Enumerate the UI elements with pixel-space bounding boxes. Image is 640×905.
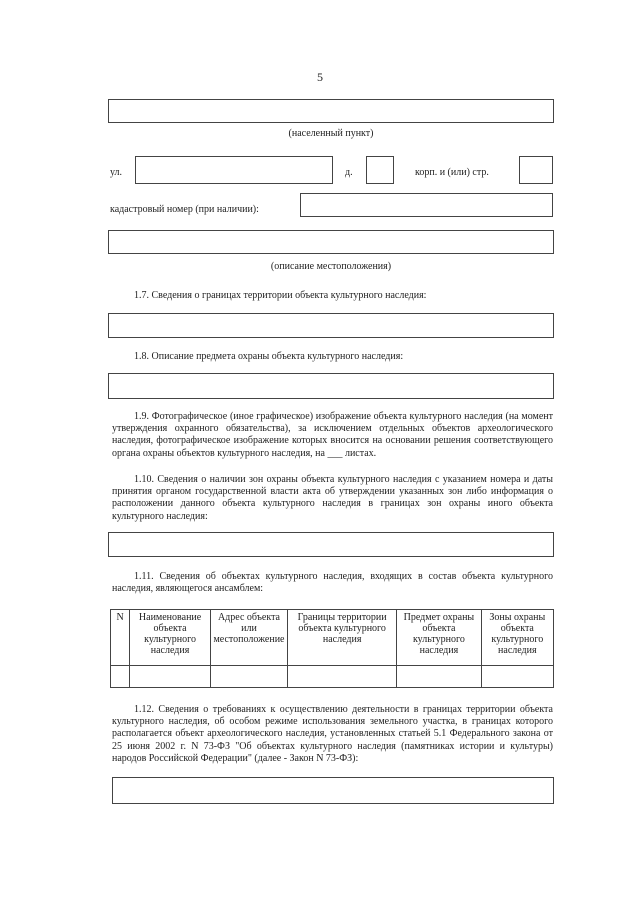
- page-number: 5: [317, 70, 323, 84]
- location-field[interactable]: [108, 230, 554, 254]
- section-1-10-field[interactable]: [108, 532, 554, 557]
- section-1-11-text: 1.11. Сведения об объектах культурного наследия, входящих в состав объекта культурного наследия, являющегося ансамблем:: [112, 571, 553, 595]
- table-cell[interactable]: [288, 666, 397, 688]
- section-1-7-title: 1.7. Сведения о границах территории объекта культурного наследия:: [134, 290, 427, 301]
- location-caption: (описание местоположения): [270, 261, 392, 272]
- table-cell[interactable]: [397, 666, 482, 688]
- table-row: [111, 666, 554, 688]
- table-header-row: [111, 610, 554, 666]
- house-field[interactable]: [366, 156, 394, 184]
- section-1-8-title: 1.8. Описание предмета охраны объекта культурного наследия:: [134, 351, 404, 362]
- ensemble-table: [110, 609, 554, 688]
- section-1-12-text: 1.12. Сведения о требованиях к осуществлению деятельности в границах территории объекта культурного наследия, об особом режиме использования земельного участка, в границах которого располагается объект археологического наследия, установленных статьей 5.1 Федерального закона от 25 июня 2002 г. N 73-ФЗ "Об объектах культурного наследия (памятниках истории и культуры) народов Российской Федерации" (далее - Закон N 73-ФЗ):: [112, 704, 553, 764]
- table-cell[interactable]: [111, 666, 130, 688]
- table-cell[interactable]: [210, 666, 287, 688]
- section-1-7-field[interactable]: [108, 313, 554, 338]
- table-cell[interactable]: [130, 666, 210, 688]
- cadastral-label: кадастровый номер (при наличии):: [110, 204, 259, 215]
- settlement-field[interactable]: [108, 99, 554, 123]
- section-1-10-text: 1.10. Сведения о наличии зон охраны объекта культурного наследия с указанием номера и даты принятия органом государственной власти акта об утверждении указанных зон либо информация о расположении данного объекта культурного наследия в границах зон охраны иного объекта культурного наследия:: [112, 474, 553, 522]
- table-header-protection-subject: Предмет охраны объекта культурного наследия: [397, 610, 482, 666]
- house-label: д.: [345, 167, 353, 178]
- table-header-n: N: [111, 610, 130, 666]
- section-1-12-field[interactable]: [112, 777, 554, 804]
- street-field[interactable]: [135, 156, 333, 184]
- settlement-caption: (населенный пункт): [288, 128, 374, 139]
- table-header-address: Адрес объекта или местоположение: [210, 610, 287, 666]
- building-label: корп. и (или) стр.: [415, 167, 489, 178]
- street-label: ул.: [110, 167, 123, 178]
- table-header-boundaries: Границы территории объекта культурного наследия: [288, 610, 397, 666]
- section-1-8-field[interactable]: [108, 373, 554, 399]
- building-field[interactable]: [519, 156, 553, 184]
- table-cell[interactable]: [481, 666, 553, 688]
- cadastral-field[interactable]: [300, 193, 553, 217]
- table-header-protection-zones: Зоны охраны объекта культурного наследия: [481, 610, 553, 666]
- section-1-9-text: 1.9. Фотографическое (иное графическое) изображение объекта культурного наследия (на момент утверждения охранного обязательства), за исключением отдельных объектов археологического наследия, фотографическое изображение которых вносится на основании решения соответствующего органа охраны объектов культурного наследия, на ___ листах.: [112, 411, 553, 459]
- table-header-name: Наименование объекта культурного наследия: [130, 610, 210, 666]
